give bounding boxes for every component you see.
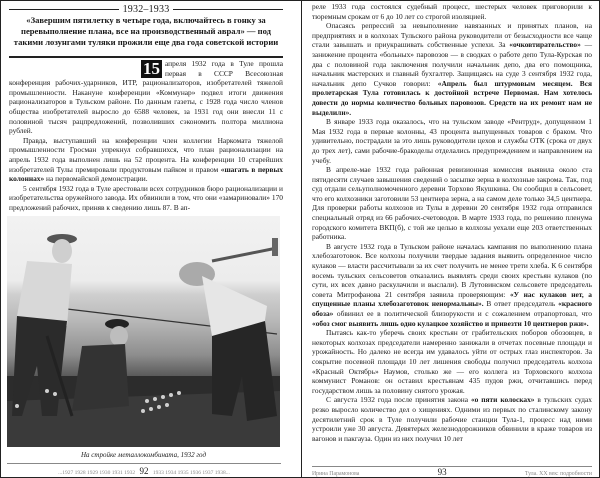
drop-cap: 15: [143, 59, 160, 78]
paragraph: В августе 1932 года в Тульском районе началась кампания по выполнению плана хлебозаготовок. Все колхозы получили твердые задания выявить определенное число кулаков — власти рассчитывали за их счет получить не менее трети хлеба. К 6 сентября восемь тульских сельсоветов отказались выявлять среди своих крестьян кулаков (по сути, их всех давно раскулачили и выслали). В Лутовинском сельсовете председатель совета Митрофанова 21 сентября заявила проверяющим: «У нас кулаков нет, а спущенные планы хлебозаготовок ненормальны». В ответ председатель «красного обоза» обвинил ее в политической близорукости и с сожалением отрапортовал, что «обоз смог выявить лишь одно кулацкое хозяйство и привезти 10 центнеров ржи».: [312, 241, 592, 328]
paragraph: С августа 1932 года после принятия закона «о пяти колосках» в тульских судах резко выросло количество дел о хищениях. Одними из первых по сталинскому закону десятилетний срок в Туле получили рабочие станции Тула-1, процесс над ними устроили уже 30 августа. Девятерых железнодорожников обвинили в краже товаров из вагонов и пакгауза. Один из них получил 10 лет: [312, 395, 592, 443]
paragraph: Пытаясь как-то уберечь своих крестьян от грабительских поборов обозовцев, в некоторых колхозах председатели намеренно занижали в отчетах посевные площади и урожайность. Но далеко не всегда им удавалось уйти от острых глаз инспекторов. За сокрытие посевной площади 10 лет лишения свободы получил председатель колхоза «Красный Октябрь» Наумов, столько же — его коллега из Торховского колхоза коммунист Романов: он оставил крестьянам 435 пудов ржи, отчитавшись перед государством лишь за половину снятого урожая.: [312, 328, 592, 395]
divider: [9, 56, 283, 58]
right-page: [302, 1, 599, 477]
historical-photo: [7, 216, 280, 447]
left-page: [1, 1, 302, 477]
paragraph: 15 апреля 1932 года в Туле прошла первая в СССР Всесоюзная конференция рабочих-ударников, ИТР, рационализаторов, изобретателей тяжелой промышленности. Накануне конференции «Коммунар» подвел итоги движения рационализаторов в Тульском районе. По данным газеты, с 1928 года число членов общества изобретателей выросло до 6588 человек, за 1931 год они внесли 11 с половиной тысяч рацпредложений, позволивших сэкономить полтора миллиона рублей.: [9, 59, 283, 136]
paragraph: Опасаясь репрессий за невыполнение навязанных и принятых планов, на предприятиях и в колхозах Тульского района руководители от безысходности все чаще стали завышать и приукрашивать собственные успехи. За «очковтирательство» — занижение процента «больных» паровозов — в сводках о работе депо Тула-Курская по два с половиной года заключения получили начальник депо, два его помощника, начальник мастерских и главный бухгалтер. Защищаясь на суде 3 сентября 1932 года, начальник депо Сучков говорил: «Апрель был штурмовым месяцем. Вся пролетарская Тула готовилась к достойной встрече Первомая. Нам хотелось довести до нормы количество больных паровозов. Средств на их ремонт нам не выделили».: [312, 21, 592, 117]
photo-caption: На стройке металлокомбината, 1932 год: [80, 451, 206, 459]
divider: [7, 463, 281, 464]
divider: [9, 9, 119, 10]
page-number: 92: [139, 466, 149, 476]
paragraph: реле 1933 года состоялся судебный процесс, шестерых человек приговорили к тюремным срокам от 6 до 10 лет со строгой изоляцией.: [312, 2, 592, 21]
era-header: [9, 3, 283, 15]
chapter-headline: «Завершим пятилетку в четыре года, включайтесь в гонку за перевыполнение плана, все на производственный аврал» — под такими лозунгами туляки прожили еще два года советской истории: [13, 15, 279, 47]
paragraph: 5 сентября 1932 года в Туле арестовали всех сотрудников бюро рационализации и изобретательства оружейного завода. Их обвинили в том, что они «замариновали» 170 предложений рабочих, приняв к сведению лишь 87. В ап-: [9, 183, 283, 212]
book-title: Тула. XX век: подробности: [524, 471, 592, 477]
page-number: 93: [437, 467, 447, 477]
year-timeline-after: 1933 1934 1935 1936 1937 1938...: [152, 470, 230, 476]
paragraph: Правда, выступавший на конференции член коллегии Наркомата тяжелой промышленности Гросман упрекнул собравшихся, что план рационализации на апрель 1932 года выполнен лишь на 52 процента. На конференции 10 старейших изобретателей Тулы премировали продуктовым пайком и правом «шагать в первых колоннах» на первомайской демонстрации.: [9, 135, 283, 184]
year-timeline-before: ...1927 1928 1929 1930 1931 1932: [58, 470, 136, 476]
right-body-text: [312, 2, 592, 443]
left-body-text: [9, 59, 283, 213]
page-footer: [7, 466, 281, 476]
author-name: Ирина Парамонова: [312, 471, 360, 477]
era-label: 1932–1933: [122, 3, 170, 15]
page-footer: [312, 467, 592, 477]
paragraph: В январе 1933 года оказалось, что на тульском заводе «Рентруд», допущенном 1 Мая 1932 года в первые колонны, 43 процента выпущенных товаров с браком. Что удивительно, пострадали за это лишь руководители цехов и службы ОТК (срока от двух до трех лет), сами рабочие-бракоделы отделались предупреждением и направлением на учебу.: [312, 117, 592, 165]
divider: [173, 9, 283, 10]
photo-illustration: [7, 216, 280, 447]
paragraph: В апреле-мае 1932 года районная ревизионная комиссия выявила около ста пятидесяти случаев завышения сведений о засыпке зерна в колхозные закрома. Так, под суд отдали сельуполномоченного деревни Торхово Якушкина. Он сообщил в сельсовет, что его колхозники заготовили 53 центнера зерна, а на самом деле только 34,5 центнера. Для проверки работы колхозов из Тулы в деревни 20 сентября 1932 года отправился специальный отряд из 66 рабочих-счетоводов. В марте 1933 года, по решению пленума городского комитета ВКП(б), с той же целью в колхозы уехали еще 203 ответственных работника.: [312, 165, 592, 242]
